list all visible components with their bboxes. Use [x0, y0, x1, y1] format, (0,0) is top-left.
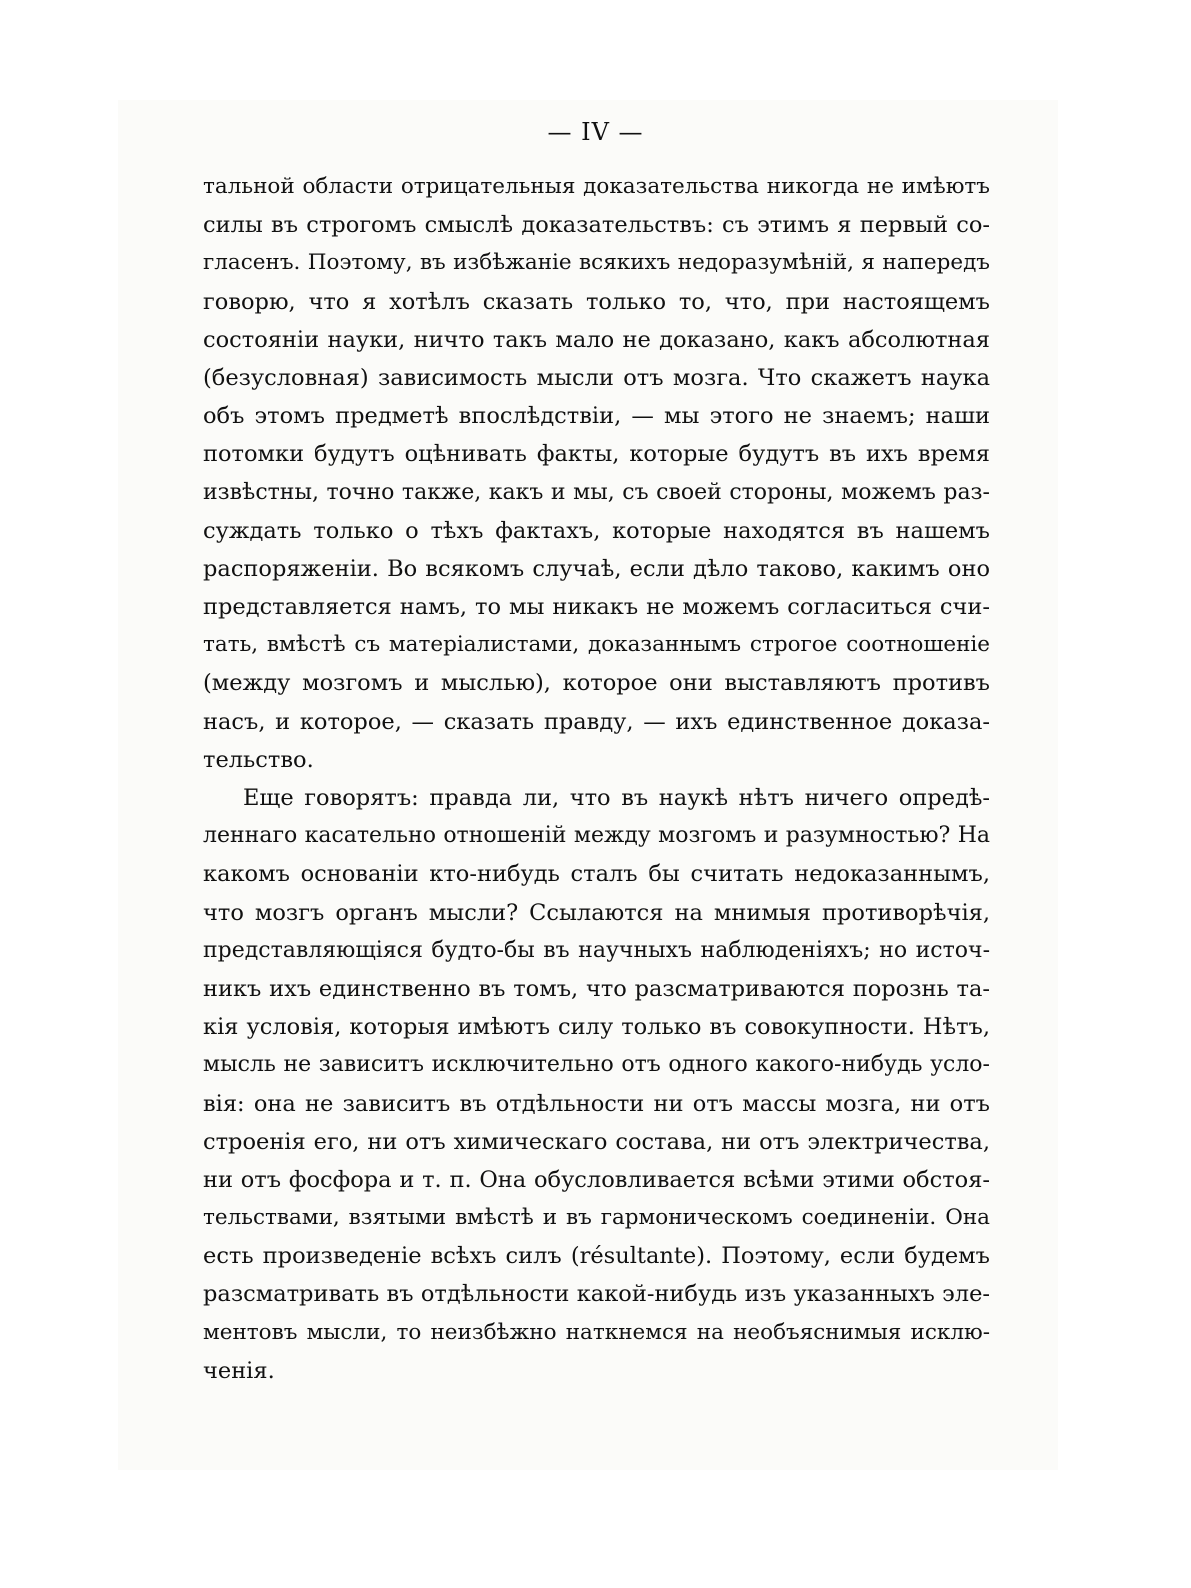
text-line: распоряженіи. Во всякомъ случаѣ, если дѣло таково, какимъ оно: [203, 555, 990, 582]
text-line: есть произведеніе всѣхъ силъ (résultante). Поэтому, если будемъ: [203, 1243, 990, 1270]
text-line: (безусловная) зависимость мысли отъ мозга. Что скажетъ наука: [203, 364, 990, 391]
text-line: представляющіяся будто-бы въ научныхъ наблюденіяхъ; но источ-: [203, 937, 990, 963]
text-line: никъ ихъ единственно въ томъ, что разсматриваются порознь та-: [203, 975, 990, 1002]
text-line: представляется намъ, то мы никакъ не можемъ согласиться счи-: [203, 594, 990, 621]
text-line: извѣстны, точно также, какъ и мы, съ своей стороны, можемъ раз-: [203, 479, 990, 505]
paragraph-1: [203, 168, 990, 779]
text-line: говорю, что я хотѣлъ сказать только то, что, при настоящемъ: [203, 288, 990, 315]
text-line: ментовъ мысли, то неизбѣжно наткнемся на необъяснимыя исклю-: [203, 1319, 990, 1345]
text-line: что мозгъ органъ мысли? Ссылаются на мнимыя противорѣчія,: [203, 899, 990, 926]
text-line: (между мозгомъ и мыслью), которое они выставляютъ противъ: [203, 670, 990, 697]
text-line: тельствами, взятыми вмѣстѣ и въ гармоническомъ соединеніи. Она: [203, 1205, 990, 1231]
text-line: силы въ строгомъ смыслѣ доказательствъ: съ этимъ я первый со-: [203, 212, 990, 239]
text-line: какомъ основаніи кто-нибудь сталъ бы считать недоказаннымъ,: [203, 861, 990, 888]
paragraph-2: [203, 779, 990, 1390]
text-line: тать, вмѣстѣ съ матеріалистами, доказаннымъ строгое соотношеніе: [203, 632, 990, 658]
text-line: суждать только о тѣхъ фактахъ, которые находятся въ нашемъ: [203, 517, 990, 544]
text-line: тельство.: [203, 746, 314, 773]
text-line: потомки будутъ оцѣнивать факты, которые будутъ въ ихъ время: [203, 441, 990, 468]
text-line: ни отъ фосфора и т. п. Она обусловливается всѣми этими обстоя-: [203, 1166, 990, 1193]
text-line: вія: она не зависитъ въ отдѣльности ни отъ массы мозга, ни отъ: [203, 1090, 990, 1117]
body-text: [203, 168, 990, 1390]
text-line: строенія его, ни отъ химическаго состава, ни отъ электричества,: [203, 1128, 990, 1155]
page-number: — IV —: [547, 118, 644, 146]
text-line: кія условія, которыя имѣютъ силу только въ совокупности. Нѣтъ,: [203, 1014, 990, 1041]
text-line: тальной области отрицательныя доказательства никогда не имѣютъ: [203, 174, 990, 199]
text-line: ченія.: [203, 1357, 275, 1384]
text-line: объ этомъ предметѣ впослѣдствіи, — мы этого не знаемъ; наши: [203, 403, 990, 430]
text-line: Еще говорятъ: правда ли, что въ наукѣ нѣтъ ничего опредѣ-: [243, 785, 990, 811]
text-line: леннаго касательно отношеній между мозгомъ и разумностью? На: [203, 823, 990, 849]
text-line: гласенъ. Поэтому, въ избѣжаніе всякихъ недоразумѣній, я напередъ: [203, 250, 990, 276]
text-line: состояніи науки, ничто такъ мало не доказано, какъ абсолютная: [203, 326, 990, 353]
text-line: разсматривать въ отдѣльности какой-нибудь изъ указанныхъ эле-: [203, 1281, 990, 1308]
text-line: мысль не зависитъ исключительно отъ одного какого-нибудь усло-: [203, 1052, 990, 1078]
text-line: насъ, и которое, — сказать правду, — ихъ единственное доказа-: [203, 708, 990, 735]
